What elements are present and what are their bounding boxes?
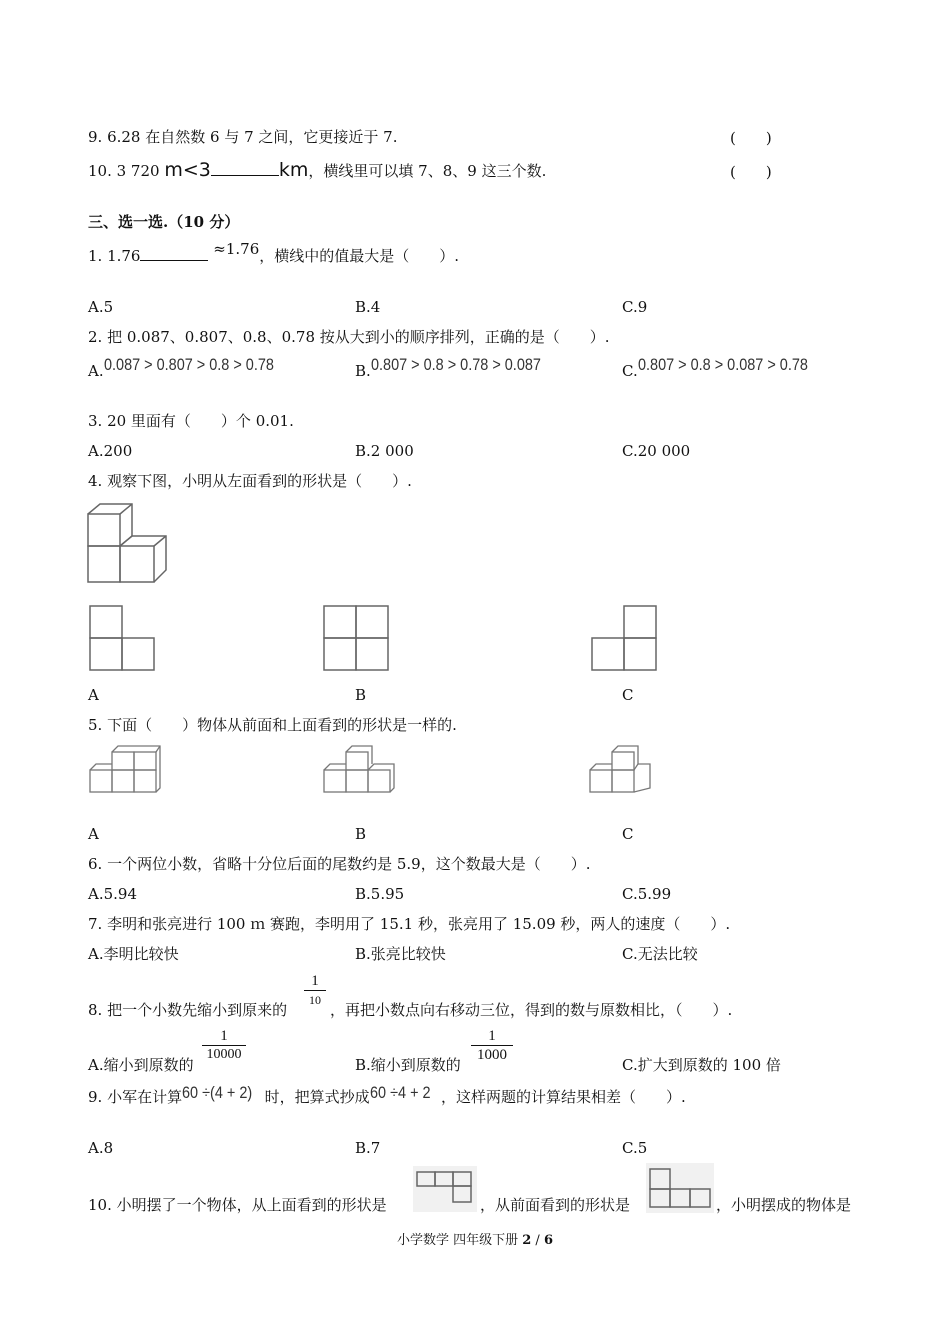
q3-option-a[interactable]: A.200 [88,442,133,460]
fraction-denominator: 10000 [206,1047,242,1062]
fraction-denominator: 1000 [477,1047,507,1063]
q2-option-a[interactable] [88,355,304,380]
q8-option-c[interactable]: C.扩大到原数的 100 倍 [622,1056,781,1074]
answer-paren: ( ) [730,129,772,147]
q9-mid: 时，把算式抄成 [264,1088,370,1106]
page-footer [0,1229,950,1248]
footer-subject: 小学数学 四年级下册 [396,1233,523,1248]
q9-post: ，这样两题的计算结果相差（ ）. [440,1088,686,1106]
q4-cube-figure [86,500,176,586]
q5-stem: 5. 下面（ ）物体从前面和上面看到的形状是一样的. [88,716,457,734]
q4-stem: 4. 观察下图，小明从左面看到的形状是（ ）. [88,472,412,490]
q2-stem: 2. 把 0.087、0.807、0.8、0.78 按从大到小的顺序排列，正确的是（ ）. [88,328,610,346]
q10-post: ，小明摆成的物体是 [716,1196,852,1214]
q7-stem: 7. 李明和张亮进行 100 ｍ 赛跑，李明用了 15.1 秒，张亮用了 15.09 秒，两人的速度（ ）. [88,915,731,933]
q2-label-c: C. [622,362,638,380]
q1-option-b[interactable]: B.4 [355,298,381,316]
q6-option-c[interactable]: C.5.99 [622,885,672,903]
q4-option-b-shape[interactable] [322,604,392,672]
fill-blank [211,161,279,176]
q9-pre: 9. 小军在计算 [88,1088,183,1106]
q8-option-b[interactable]: B.缩小到原数的 [355,1056,461,1074]
unit-m: m [164,159,183,181]
q5-option-b-shape[interactable] [322,744,397,796]
q10-front-view [646,1163,714,1213]
q4-option-a-shape[interactable] [88,604,158,672]
q9-stem [88,1083,686,1107]
q1-stem [88,240,460,266]
q8-pre: 8. 把一个小数先缩小到原来的 [88,1001,288,1019]
q4-option-b[interactable]: B [355,686,367,704]
judge-q9: 9. 6.28 在自然数 6 与 7 之间，它更接近于 7. [88,128,398,146]
section-title: 三、选一选.（10 分） [88,213,240,231]
q8-option-a[interactable]: A.缩小到原数的 [88,1056,194,1074]
q2-expr-a: 0.087 > 0.807 > 0.8 > 0.78 [103,355,274,374]
q5-option-b[interactable]: B [355,825,367,843]
q1-option-a[interactable]: A.5 [88,298,114,316]
page-number: 2 [522,1233,532,1248]
q8-option-a-fraction [202,1027,246,1064]
q8-fraction [304,972,326,1009]
fraction-numerator: 1 [488,1028,496,1044]
q3-option-b[interactable]: B.2 000 [355,442,414,460]
q7-option-c[interactable]: C.无法比较 [622,945,698,963]
q10-number: 10. 3 720 [88,162,160,180]
unit-km: km [278,159,309,181]
q6-stem: 6. 一个两位小数，省略十分位后面的尾数约是 5.9，这个数最大是（ ）. [88,855,591,873]
answer-paren: ( ) [730,163,772,181]
q10-top-view [413,1166,477,1212]
q6-option-b[interactable]: B.5.95 [355,885,405,903]
q9-option-c[interactable]: C.5 [622,1139,648,1157]
q4-option-c-shape[interactable] [590,604,660,672]
q9-option-a[interactable]: A.8 [88,1139,114,1157]
q2-label-a: A. [88,362,104,380]
q1-approx: ≈1.76 [213,240,260,258]
q1-pre: 1. 1.76 [88,247,141,265]
q4-option-c[interactable]: C [622,686,634,704]
fraction-numerator: 1 [220,1028,228,1044]
q2-option-c[interactable] [622,355,838,380]
q5-option-c[interactable]: C [622,825,634,843]
q3-option-c[interactable]: C.20 000 [622,442,691,460]
q1-post: ，横线中的值最大是（ ）. [259,247,460,265]
q2-expr-b: 0.807 > 0.8 > 0.78 > 0.087 [370,355,541,374]
q2-option-b[interactable] [355,355,571,380]
q2-label-b: B. [355,362,371,380]
less-than-3: <3 [182,159,211,181]
q9-expr1: 60 ÷(4 + 2) [182,1083,253,1102]
q3-stem: 3. 20 里面有（ ）个 0.01. [88,412,294,430]
q8-post: ，再把小数点向右移动三位，得到的数与原数相比，（ ）. [330,1001,733,1019]
q9-expr2: 60 ÷4 + 2 [369,1083,431,1102]
q9-option-b[interactable]: B.7 [355,1139,381,1157]
q5-option-a-shape[interactable] [88,744,163,796]
q7-option-a[interactable]: A.李明比较快 [88,945,179,963]
q10-mid: ，从前面看到的形状是 [480,1196,631,1214]
q1-option-c[interactable]: C.9 [622,298,648,316]
q4-option-a[interactable]: A [88,686,99,704]
page-total: 6 [543,1233,553,1248]
q5-option-a[interactable]: A [88,825,99,843]
q6-option-a[interactable]: A.5.94 [88,885,137,903]
page-separator: / [531,1233,544,1248]
q10-text: ，横线里可以填 7、8、9 这三个数. [308,162,547,180]
q8-option-b-fraction [471,1027,513,1064]
judge-q10 [88,160,546,181]
q2-expr-c: 0.807 > 0.8 > 0.087 > 0.78 [637,355,808,374]
q10-pre: 10. 小明摆了一个物体，从上面看到的形状是 [88,1196,387,1214]
fraction-denominator: 10 [309,993,321,1007]
fraction-numerator: 1 [311,973,319,989]
fill-blank [140,246,208,261]
q5-option-c-shape[interactable] [588,744,663,796]
q7-option-b[interactable]: B.张亮比较快 [355,945,446,963]
